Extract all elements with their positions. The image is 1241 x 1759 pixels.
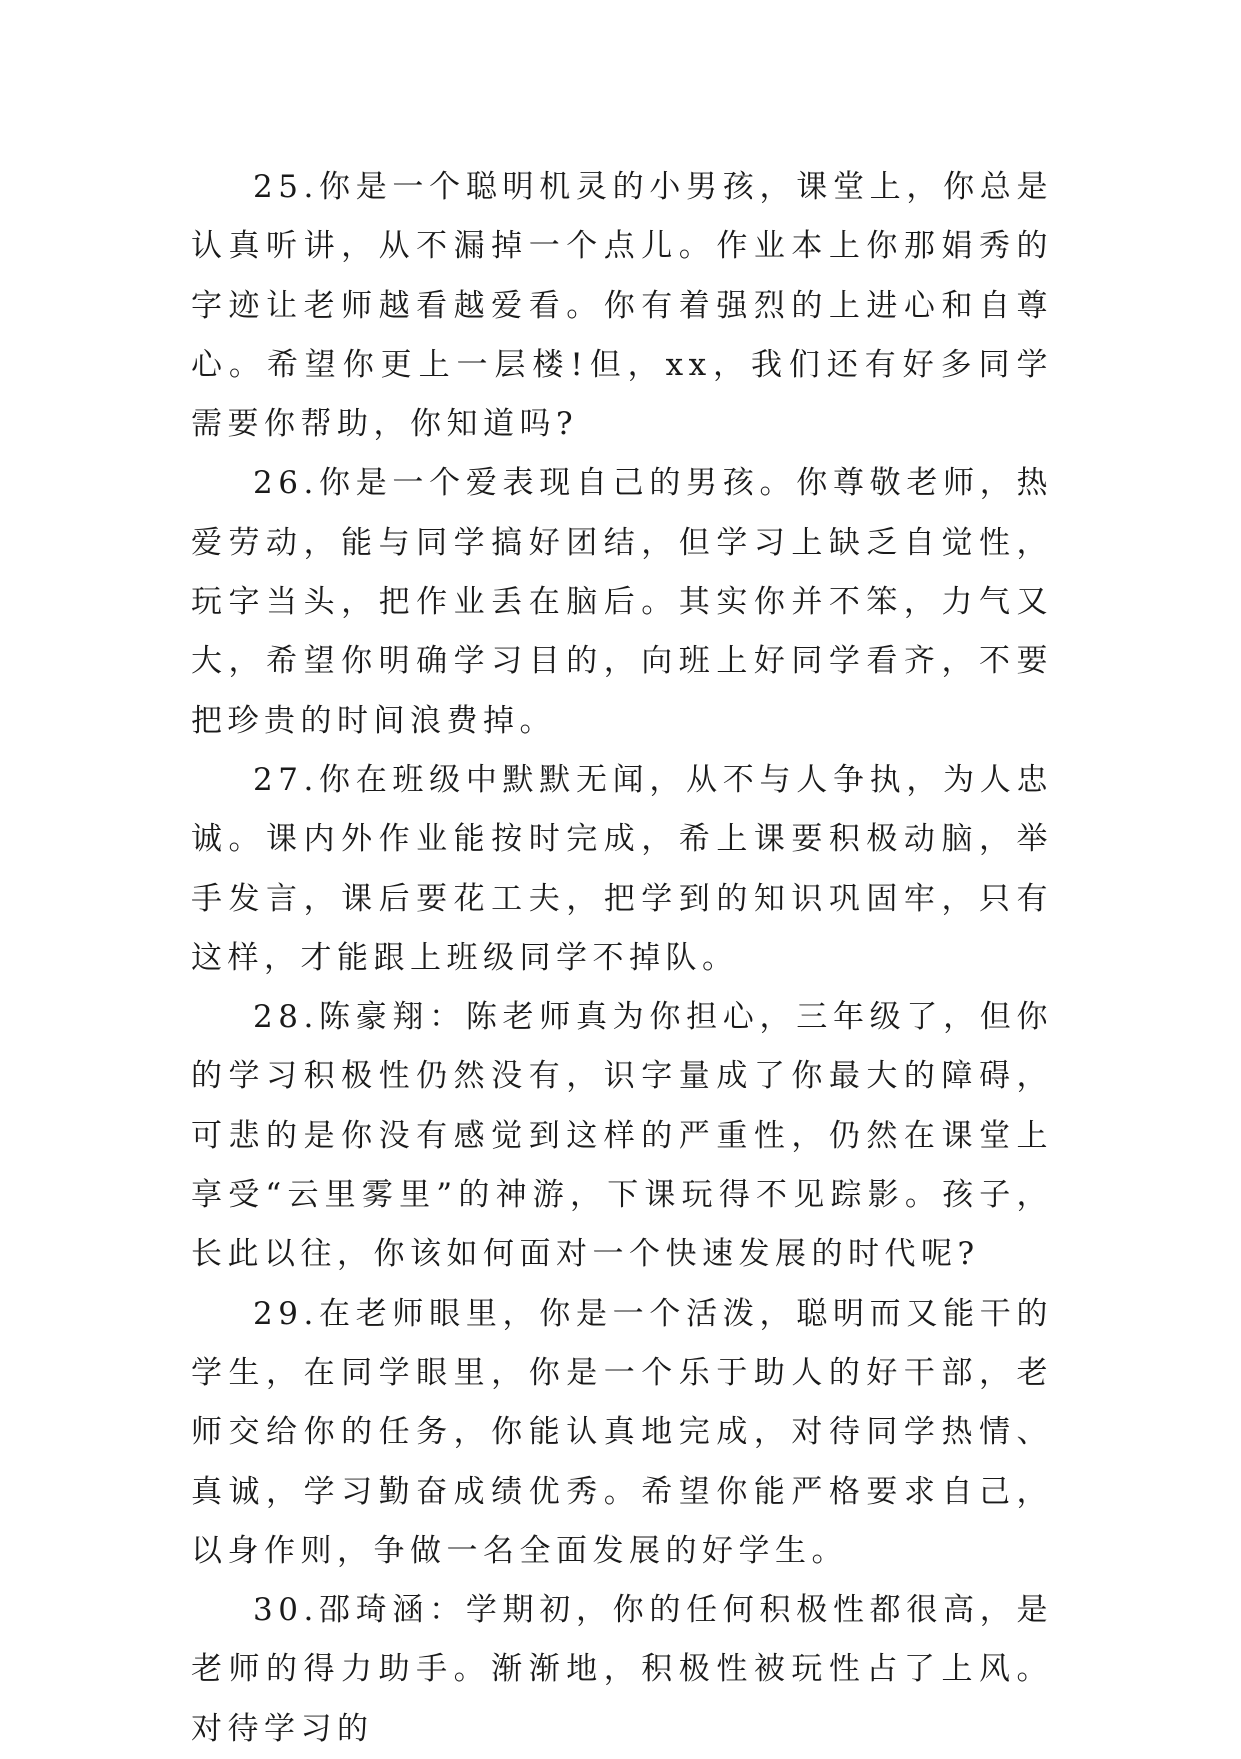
- paragraph-30: 30.邵琦涵：学期初，你的任何积极性都很高，是老师的得力助手。渐渐地，积极性被玩性占了上风。对待学习的: [191, 1592, 1053, 1747]
- paragraph-29: 29.在老师眼里，你是一个活泼，聪明而又能干的学生，在同学眼里，你是一个乐于助人的好干部，老师交给你的任务，你能认真地完成，对待同学热情、真诚，学习勤奋成绩优秀。希望你能严格要求自己，以身作则，争做一名全面发展的好学生。: [191, 1295, 1053, 1569]
- document-body: [191, 158, 1053, 1759]
- paragraph-27: 27.你在班级中默默无闻，从不与人争执，为人忠诚。课内外作业能按时完成，希上课要积极动脑，举手发言，课后要花工夫，把学到的知识巩固牢，只有这样，才能跟上班级同学不掉队。: [191, 761, 1053, 976]
- paragraph-28: 28.陈豪翔：陈老师真为你担心，三年级了，但你的学习积极性仍然没有，识字量成了你最大的障碍，可悲的是你没有感觉到这样的严重性，仍然在课堂上享受“云里雾里”的神游，下课玩得不见踪影。孩子，长此以往，你该如何面对一个快速发展的时代呢?: [191, 999, 1053, 1273]
- paragraph-26: 26.你是一个爱表现自己的男孩。你尊敬老师，热爱劳动，能与同学搞好团结，但学习上缺乏自觉性，玩字当头，把作业丢在脑后。其实你并不笨，力气又大，希望你明确学习目的，向班上好同学看齐，不要把珍贵的时间浪费掉。: [191, 465, 1053, 739]
- paragraph-25: 25.你是一个聪明机灵的小男孩，课堂上，你总是认真听讲，从不漏掉一个点儿。作业本上你那娟秀的字迹让老师越看越爱看。你有着强烈的上进心和自尊心。希望你更上一层楼!但，xx，我们还有好多同学需要你帮助，你知道吗?: [191, 169, 1053, 443]
